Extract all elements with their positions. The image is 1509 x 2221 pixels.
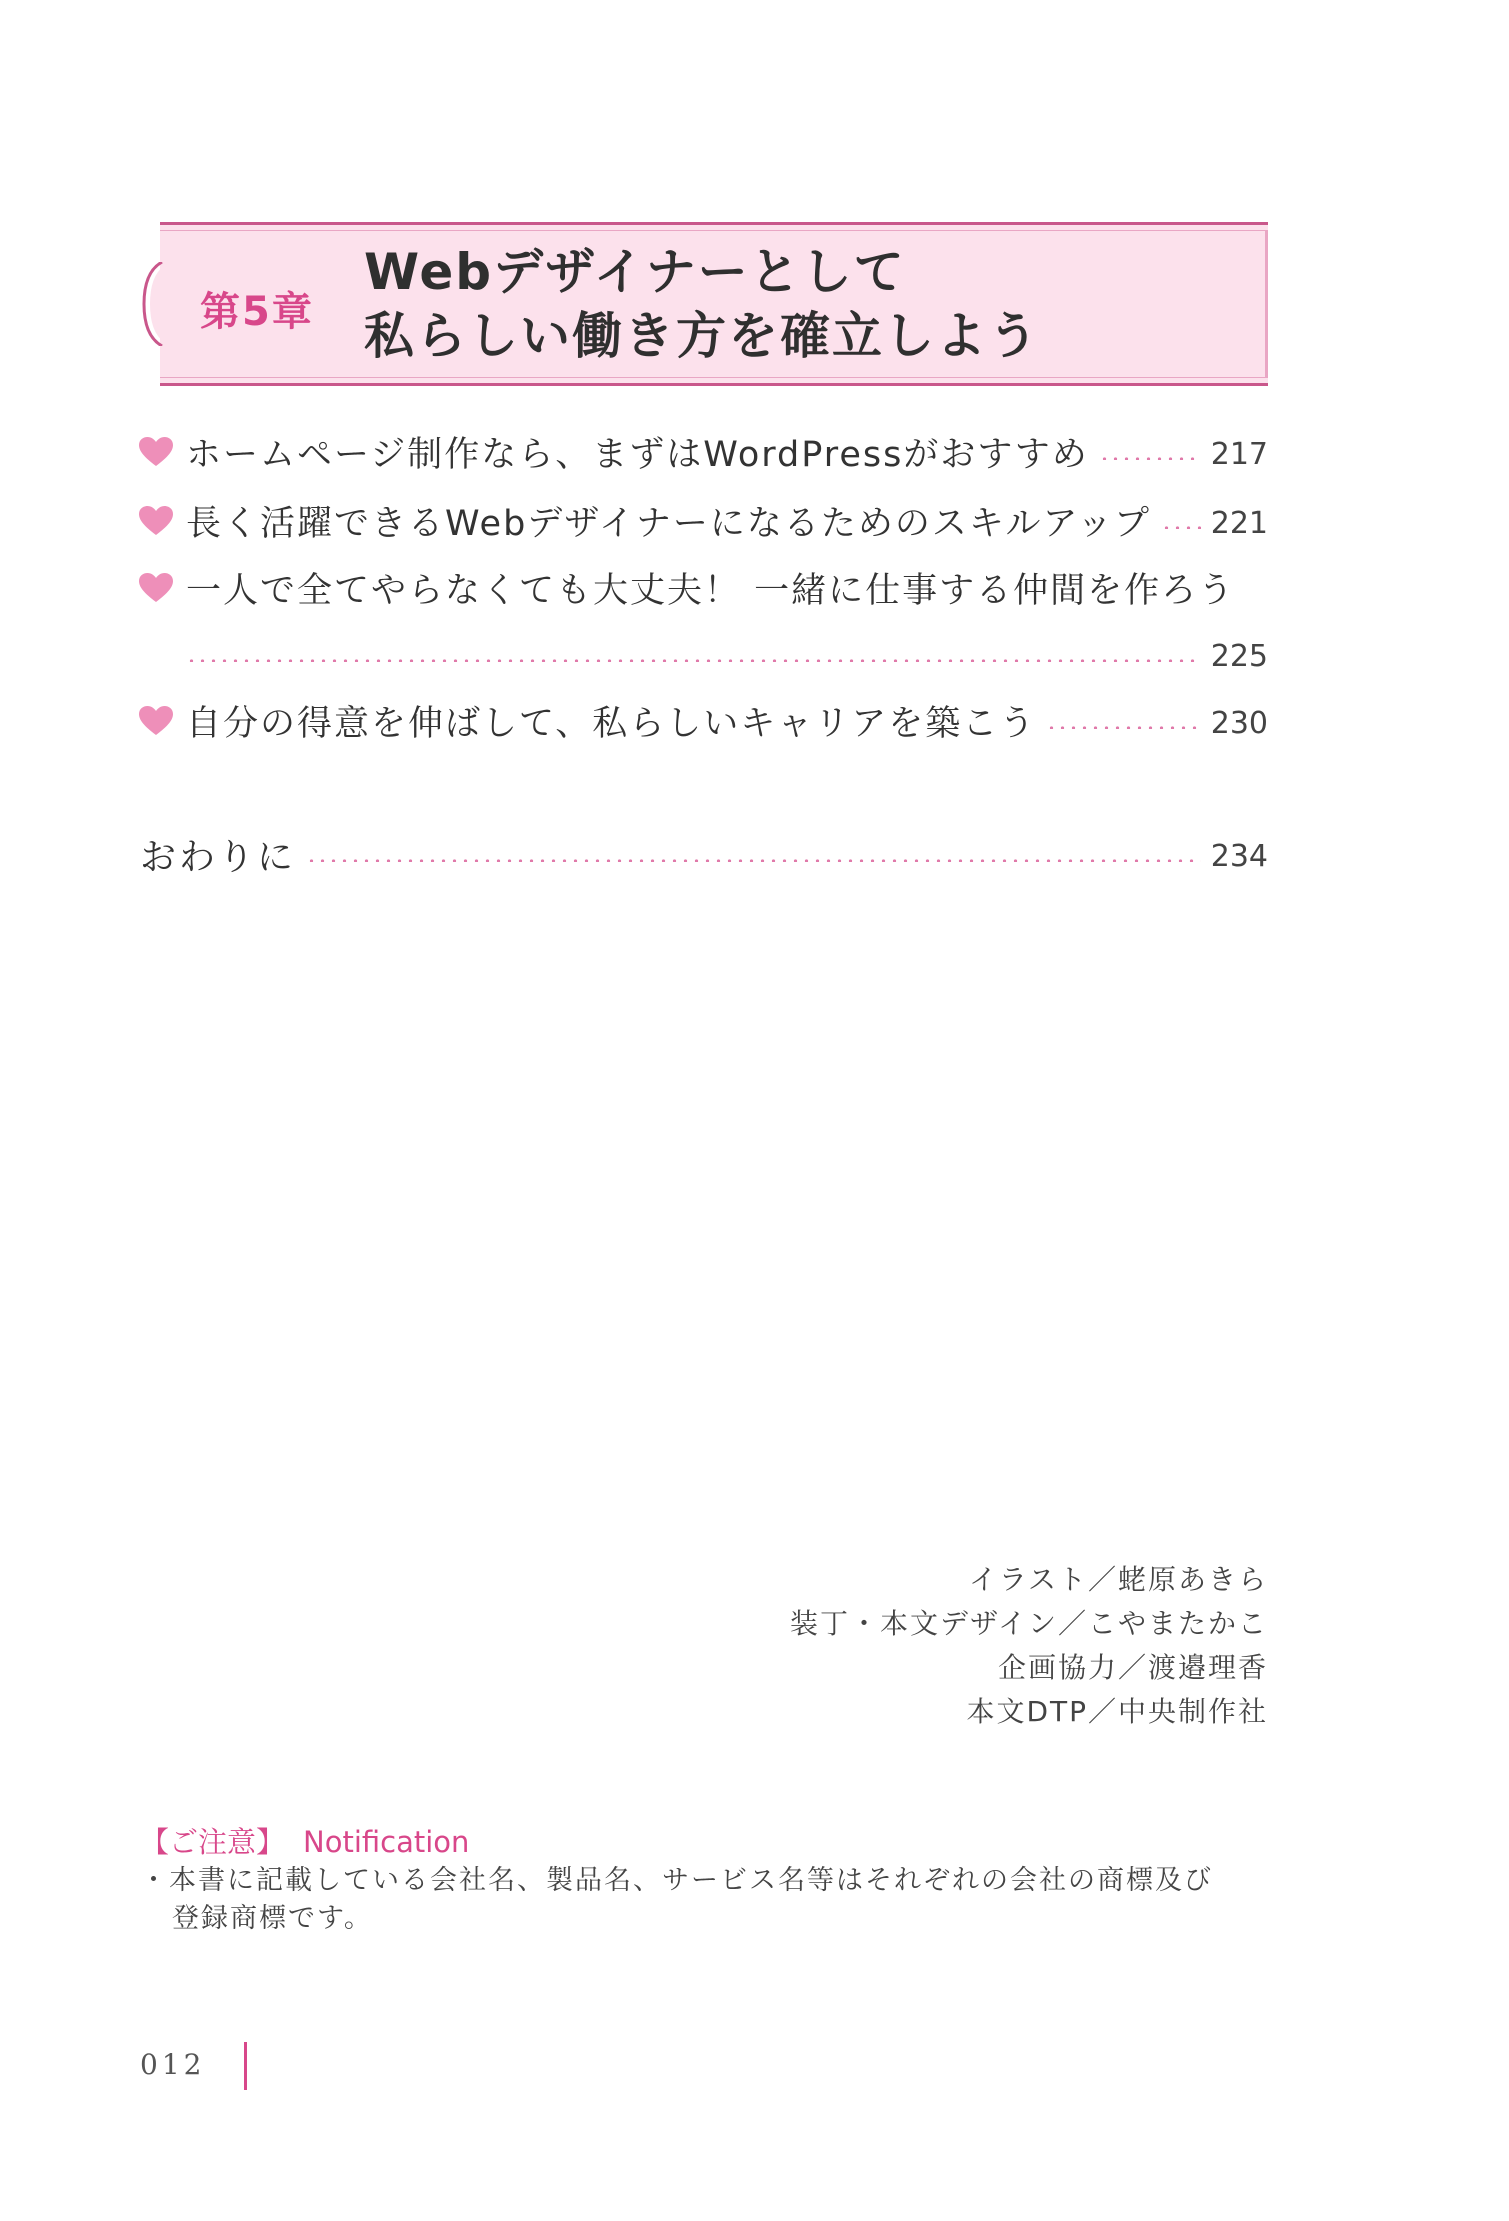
page-number-divider [244,2042,247,2090]
chapter-box-inner-line [160,377,1268,378]
credit-line: 本文DTP／中央制作社 [966,1695,1268,1728]
chapter-title [364,240,1040,368]
credits-block [790,1558,1268,1734]
toc-entry-title: 一人で全てやらなくても大丈夫！ 一緒に仕事する仲間を作ろう [186,571,1236,611]
toc-entry-title: 長く活躍できるWebデザイナーになるためのスキルアップ [186,504,1152,544]
notice-body-line: ・本書に記載している会社名、製品名、サービス名等はそれぞれの会社の商標及び [140,1865,1213,1896]
leader-dots [1046,726,1200,729]
toc-entry-title: ホームページ制作なら、まずはWordPressがおすすめ [186,435,1089,475]
toc-entry[interactable] [138,497,1268,545]
credit-line: 企画協力／渡邉理香 [997,1651,1268,1684]
notice-body [140,1862,1270,1938]
page-number: 012 [140,2048,206,2081]
chapter-title-line2: 私らしい働き方を確立しよう [364,307,1040,365]
leader-dots [306,859,1201,862]
chapter-number: 第5章 [200,289,314,335]
outro-title: おわりに [140,836,297,878]
notice-heading-en: Notification [303,1825,470,1859]
toc-page-number: 225 [1210,638,1268,674]
leader-dots [186,659,1201,662]
credit-line: イラスト／蛯原あきら [968,1563,1268,1596]
notice-block [140,1822,1270,1938]
toc-page-number: 234 [1210,838,1268,874]
toc-page-number: 221 [1210,505,1268,541]
toc-page-number: 230 [1210,705,1268,741]
heart-icon [138,505,174,537]
leader-dots [1161,526,1201,529]
notice-body-line: 登録商標です。 [172,1903,373,1934]
heart-icon [138,705,174,737]
notice-heading-jp: 【ご注意】 [140,1825,286,1859]
heart-icon [138,572,174,604]
chapter-box-inner-line [160,230,1268,231]
toc-entry-title: 自分の得意を伸ばして、私らしいキャリアを築こう [186,704,1037,744]
toc-page-number: 217 [1210,436,1268,472]
toc-entry[interactable] [138,697,1268,745]
toc-entry[interactable] [138,428,1268,476]
chapter-box-right-edge [1265,230,1268,378]
heart-icon [138,436,174,468]
toc-entry-continuation[interactable] [186,630,1268,678]
notice-heading [140,1822,1270,1862]
chapter-title-line1: Webデザイナーとして [364,243,906,301]
toc-outro-entry[interactable] [140,828,1268,880]
chapter-tab-shape [140,262,180,346]
credit-line: 装丁・本文デザイン／こやまたかこ [789,1607,1268,1640]
toc-entry[interactable] [138,564,1268,612]
leader-dots [1099,457,1201,460]
